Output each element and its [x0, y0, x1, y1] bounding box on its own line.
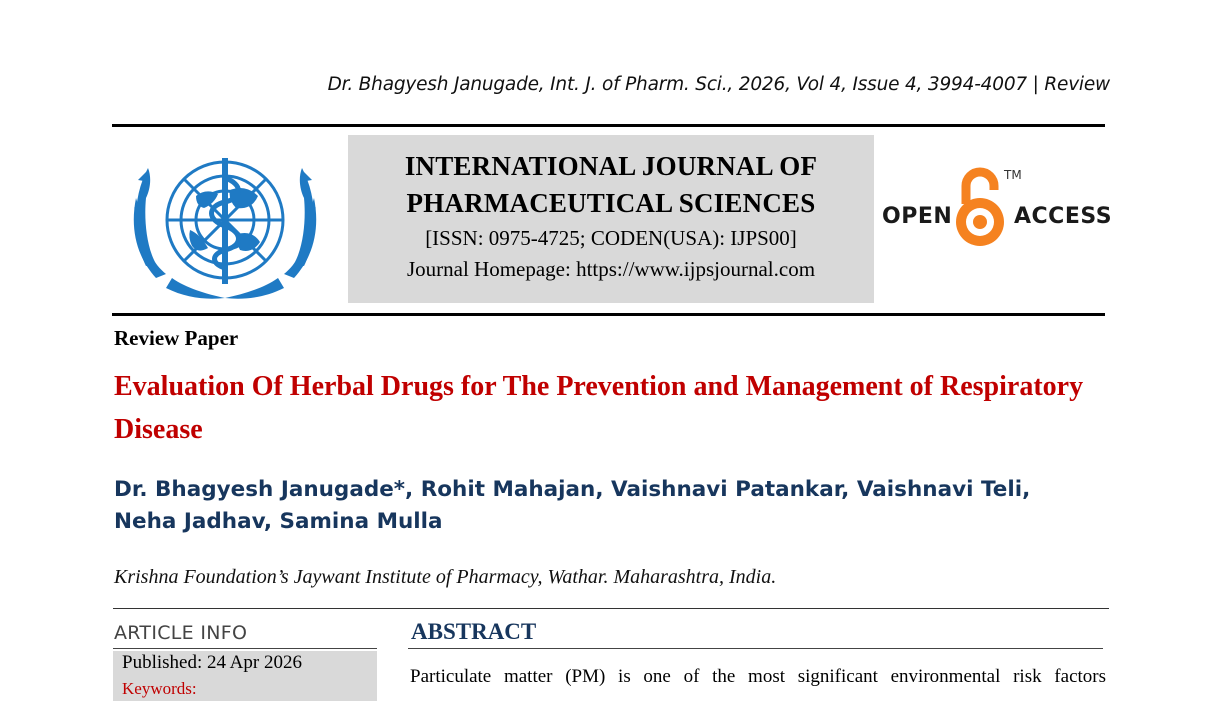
- journal-homepage-link[interactable]: Journal Homepage: https://www.ijpsjournal.com: [406, 257, 816, 281]
- journal-title-line1: INTERNATIONAL JOURNAL OF: [404, 151, 818, 181]
- open-access-access-label: ACCESS: [1014, 204, 1113, 229]
- journal-title-line2: PHARMACEUTICAL SCIENCES: [406, 188, 816, 218]
- journal-masthead: [348, 135, 874, 303]
- article-info-heading: ARTICLE INFO: [114, 622, 248, 644]
- abstract-text: Particulate matter (PM) is one of the most significant environmental risk factors: [410, 666, 1106, 687]
- journal-issn: [ISSN: 0975-4725; CODEN(USA): IJPS00]: [425, 226, 797, 250]
- author-list: Dr. Bhagyesh Janugade*, Rohit Mahajan, Vaishnavi Patankar, Vaishnavi Teli, Neha Jadhav, Samina Mulla: [114, 477, 1031, 534]
- article-info-rule: [113, 648, 377, 649]
- affiliation-rule: [113, 608, 1109, 609]
- published-date: Published: 24 Apr 2026: [122, 652, 302, 673]
- abstract-heading: ABSTRACT: [411, 619, 537, 644]
- author-affiliation: Krishna Foundation’s Jaywant Institute of Pharmacy, Wathar. Maharashtra, India.: [114, 566, 777, 588]
- header-bottom-rule: [112, 313, 1105, 316]
- open-access-logo: [880, 164, 1113, 254]
- journal-emblem-logo: [126, 138, 324, 306]
- open-access-open-label: OPEN: [882, 204, 953, 229]
- trademark-mark: TM: [1004, 168, 1022, 182]
- header-top-rule: [112, 124, 1105, 127]
- keywords-label: Keywords:: [122, 679, 197, 698]
- abstract-rule: [408, 648, 1103, 649]
- open-lock-icon: [952, 164, 1012, 252]
- paper-title: Evaluation Of Herbal Drugs for The Prevention and Management of Respiratory Disease: [114, 371, 1084, 445]
- running-head: Dr. Bhagyesh Janugade, Int. J. of Pharm. Sci., 2026, Vol 4, Issue 4, 3994-4007 | Review: [327, 74, 1110, 95]
- paper-type-label: Review Paper: [114, 326, 239, 350]
